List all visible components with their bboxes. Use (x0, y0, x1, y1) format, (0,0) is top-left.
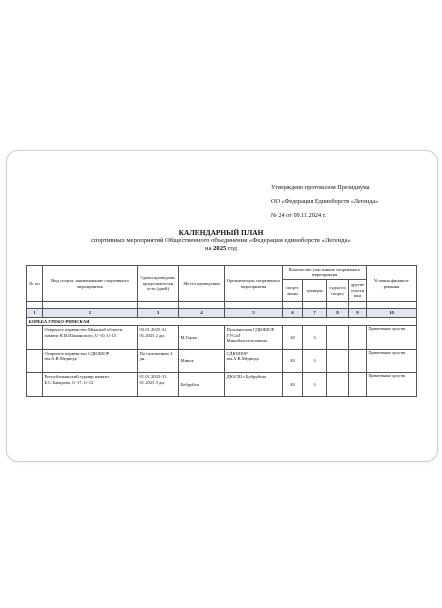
header-judges: судьи по спорту (327, 279, 349, 302)
row-event-name: Открытое первенство Минской области памяти В.И.Шаманского, U-10, U-15 (43, 326, 138, 350)
header-athletes: спортс мены (283, 279, 303, 302)
row-event-name: Республиканский турнир памяти Б.С.Баварева, U-17, U-12 (43, 373, 138, 397)
table-spacer-row (27, 302, 417, 309)
row-judges (327, 349, 349, 373)
row-coaches: 3 (303, 326, 327, 350)
header-sport: Вид спорта, наименование спортивного мероприятия (43, 266, 138, 302)
row-judges (327, 326, 349, 350)
header-others: другие участн ики (349, 279, 367, 302)
column-number: 7 (303, 308, 327, 317)
row-others (349, 326, 367, 350)
header-coaches: тренеры (303, 279, 327, 302)
table-row (27, 349, 417, 373)
section-title: БОРЬБА ГРЕКО-РИМСКАЯ (27, 317, 417, 326)
row-coaches: 3 (303, 373, 327, 397)
column-number: 2 (43, 308, 138, 317)
row-coaches: 3 (303, 349, 327, 373)
header-dates: Сроки проведени, продолжительн ость (дней) (138, 266, 179, 302)
row-num (27, 349, 43, 373)
calendar-plan-table (26, 265, 417, 397)
row-place: Бобруйск (179, 373, 225, 397)
header-place: Место проведения (179, 266, 225, 302)
document-title-block (40, 228, 402, 253)
column-number: 1 (27, 308, 43, 317)
approval-line-2: ОО «Федерация Единоборств «Легенда» (271, 198, 379, 205)
column-number: 3 (138, 308, 179, 317)
column-number: 8 (327, 308, 349, 317)
row-dates: 03.01.2025-31. 01.2025 2 дн. (138, 326, 179, 350)
column-number: 6 (283, 308, 303, 317)
column-number-row (27, 308, 417, 317)
header-funding: Условия финанси- рования (367, 266, 417, 302)
column-number: 4 (179, 308, 225, 317)
row-organizer: ДЮСШ г.Бобруйска (225, 373, 283, 397)
row-judges (327, 373, 349, 397)
row-organizer: Пуховичская СДЮШОР ГУСиТ Минобласисполкома (225, 326, 283, 350)
header-organizers: Организаторы спортивного мероприятия (225, 266, 283, 302)
row-dates: 01.01.2025-31. 01.2025 3 дн. (138, 373, 179, 397)
row-place: М.Горка (179, 326, 225, 350)
row-athletes: 20 (283, 349, 303, 373)
table-row (27, 326, 417, 350)
row-athletes: 20 (283, 373, 303, 397)
row-place: Минск (179, 349, 225, 373)
approval-line-1: Утверждено протоколом Президиума (271, 184, 370, 191)
row-dates: По положению 2 дн. (138, 349, 179, 373)
section-row (27, 317, 417, 326)
approval-line-3: № 24 от 09.11.2024 г. (271, 212, 326, 219)
column-number: 9 (349, 308, 367, 317)
header-num: № пп (27, 266, 43, 302)
row-others (349, 373, 367, 397)
table-header-row (27, 266, 417, 280)
row-event-name: Открытое первенство СДЮШОР им.А.В.Медведя (43, 349, 138, 373)
row-funding: Привлеченные средства (367, 349, 417, 373)
header-participants: Количество участников спортивного мероприятия (283, 266, 367, 280)
row-organizer: СДЮШОР им.А.В.Медведя (225, 349, 283, 373)
row-others (349, 349, 367, 373)
row-num (27, 373, 43, 397)
column-number: 5 (225, 308, 283, 317)
row-num (27, 326, 43, 350)
row-funding: Привлеченные средства (367, 373, 417, 397)
document-title: КАЛЕНДАРНЫЙ ПЛАН (178, 228, 264, 237)
year-value: 2025 (213, 245, 227, 252)
document-year-line (40, 245, 402, 253)
table-row (27, 373, 417, 397)
document-subtitle: спортивных мероприятий Общественного объединения «Федерация единоборств «Легенда» (91, 237, 351, 244)
row-athletes: 20 (283, 326, 303, 350)
year-prefix: на (205, 245, 212, 252)
row-funding: Привлеченные средства (367, 326, 417, 350)
year-suffix: год (227, 245, 237, 252)
column-number: 10 (367, 308, 417, 317)
